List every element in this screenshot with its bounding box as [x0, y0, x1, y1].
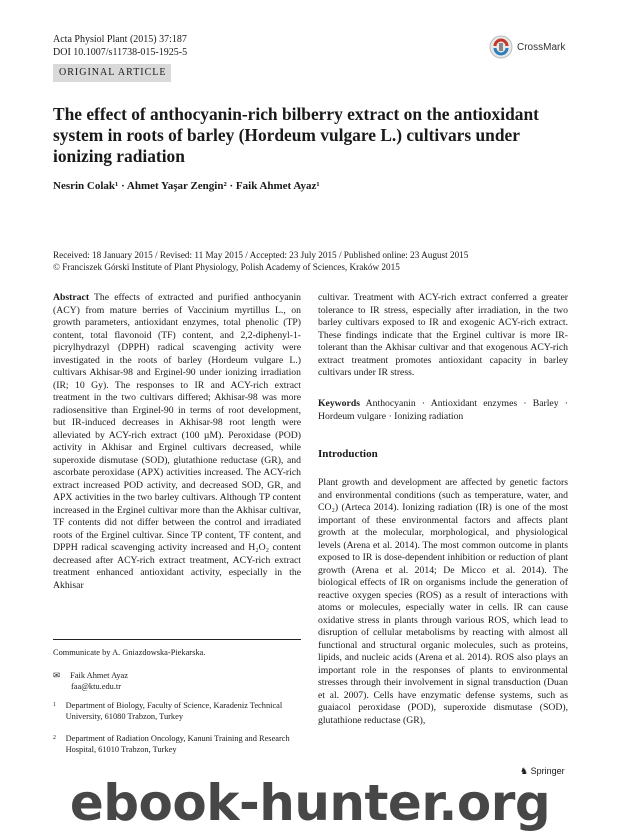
crossmark-label: CrossMark	[517, 41, 566, 53]
article-type: ORIGINAL ARTICLE	[59, 67, 167, 78]
journal-citation	[53, 33, 187, 59]
abstract-right: cultivar. Treatment with ACY-rich extract conferred a greater tolerance to IR stress, especially after irradiation, in the two barley cultivars exposed to IR and exogenic ACY-rich extract. These findings indicate that the Erginel cultivar is more IR-tolerant than the Akhisar cultivar and that exogenous ACY-rich extract treatment promotes antioxidant capacity in barley cultivars under IR stress.	[318, 292, 568, 378]
communicated-note: Communicate by A. Gniazdowska-Piekarska.	[53, 648, 206, 657]
affiliation-text: Department of Radiation Oncology, Kanuni Training and Research Hospital, 61010 Trabzon, Turkey	[65, 734, 290, 754]
crossmark-icon	[489, 35, 513, 59]
affiliation-text: Department of Biology, Faculty of Science, Karadeniz Technical University, 61080 Trabzon, Turkey	[65, 701, 283, 721]
keywords-label: Keywords	[318, 398, 360, 409]
abstract-text: The effects of extracted and purified anthocyanin (ACY) from mature berries of Vaccinium myrtillus L., on growth parameters, antioxidant enzymes, total phenolic (TP) content, total flavonoid (TF) content, and 2,2-diphenyl-1-picrylhydrazyl (DPPH) radical scavenging activity were investigated in the roots of barley (Hordeum vulgare L.) cultivars Akhisar-98 and Erginel-90 under ionizing irradiation (IR; 10 Gy). The responses to IR and ACY-rich extract treatment in the two cultivars differed; Akhisar-98 was more radiosensitive than Erginel-90 in terms of root development, but IR-induced decreases in Akhisar-98 root length were alleviated by ACY-rich extract (100 µM). Peroxidase (POD) activity in Akhisar and Erginel cultivars decreased, while superoxide dismutase (SOD), glutathione reductase (GR), and ascorbate peroxidase (APX) activities increased. The ACY-rich extract increased POD activity, and decreased SOD, GR, and APX activities in the two barley cultivars. Although TP content increased in the Erginel cultivar more than the Akhisar cultivar, TF contents did not differ between the control and irradiated roots of the Erginel cultivar. Since TP content, TF content, and DPPH radical scavenging activity increased and H₂O₂ content decreased after ACY-rich extract treatment, ACY-rich extract treatment enhanced antioxidant activity, especially in the Akhisar	[53, 292, 302, 591]
copyright-line: © Franciszek Górski Institute of Plant Physiology, Polish Academy of Sciences, Kraków 2015	[53, 262, 400, 272]
journal-volume: Acta Physiol Plant (2015) 37:187	[53, 34, 187, 45]
publisher-name: Springer	[530, 766, 565, 776]
article-title: The effect of anthocyanin-rich bilberry extract on the antioxidant system in roots of barley (Hordeum vulgare L.) cultivars under ionizing radiation	[53, 104, 539, 166]
abstract-label: Abstract	[53, 292, 90, 303]
introduction-text: Plant growth and development are affected by genetic factors and environmental conditions (such as temperature, water, and CO₂) (Arteca 2014). Ionizing radiation (IR) is one of the most important of these environmental factors and affects plant growth at the molecular, morphological, and physiological levels (Arena et al. 2014). The most common outcome in plants exposed to IR is dose-dependent inhibition or reduction of plant growth (Arena et al. 2014; De Micco et al. 2014). The biological effects of IR on organisms include the generation of reactive oxygen species (ROS) as a result of interactions with atoms or molecules, especially water in cells. IR can cause oxidative stress in plants through various ROS, which lead to disruption of cellular metabolisms by reacting with almost all functional and structural organic molecules, such as proteins, lipids, and nucleic acids (Arena et al. 2014). ROS also plays an important role in the responses of plants to environmental stresses through their involvement in signal transduction (Duan et al. 2007). Cells have enzymatic defense systems, such as guaiacol peroxidase (POD), superoxide dismutase (SOD), glutathione reductase (GR),	[318, 477, 568, 726]
corresponding-name: Faik Ahmet Ayaz	[70, 671, 128, 680]
affiliation-number: 2	[53, 735, 56, 741]
affiliation-number: 1	[53, 702, 56, 708]
watermark: ebook-hunter.org	[69, 774, 551, 832]
doi[interactable]: DOI 10.1007/s11738-015-1925-5	[53, 47, 188, 58]
abstract-left	[53, 292, 301, 592]
footnote-divider	[53, 639, 301, 640]
section-band	[53, 64, 171, 82]
affiliation-2	[53, 733, 301, 755]
envelope-icon: ✉	[53, 671, 61, 680]
history-dates: Received: 18 January 2015 / Revised: 11 May 2015 / Accepted: 23 July 2015 / Published online: 23 August 2015	[53, 250, 469, 260]
corresponding-author	[53, 670, 301, 692]
crossmark-badge[interactable]	[489, 34, 579, 60]
affiliation-1	[53, 700, 301, 722]
author-list: Nesrin Colak¹ · Ahmet Yaşar Zengin² · Faik Ahmet Ayaz¹	[53, 180, 320, 192]
keywords-text: Anthocyanin · Antioxidant enzymes · Barley · Hordeum vulgare · Ionizing radiation	[318, 398, 569, 422]
introduction-heading: Introduction	[318, 448, 378, 460]
corresponding-email[interactable]: faa@ktu.edu.tr	[71, 682, 122, 691]
article-history	[53, 249, 583, 273]
keywords	[318, 398, 568, 423]
springer-icon: ♞	[520, 766, 529, 776]
